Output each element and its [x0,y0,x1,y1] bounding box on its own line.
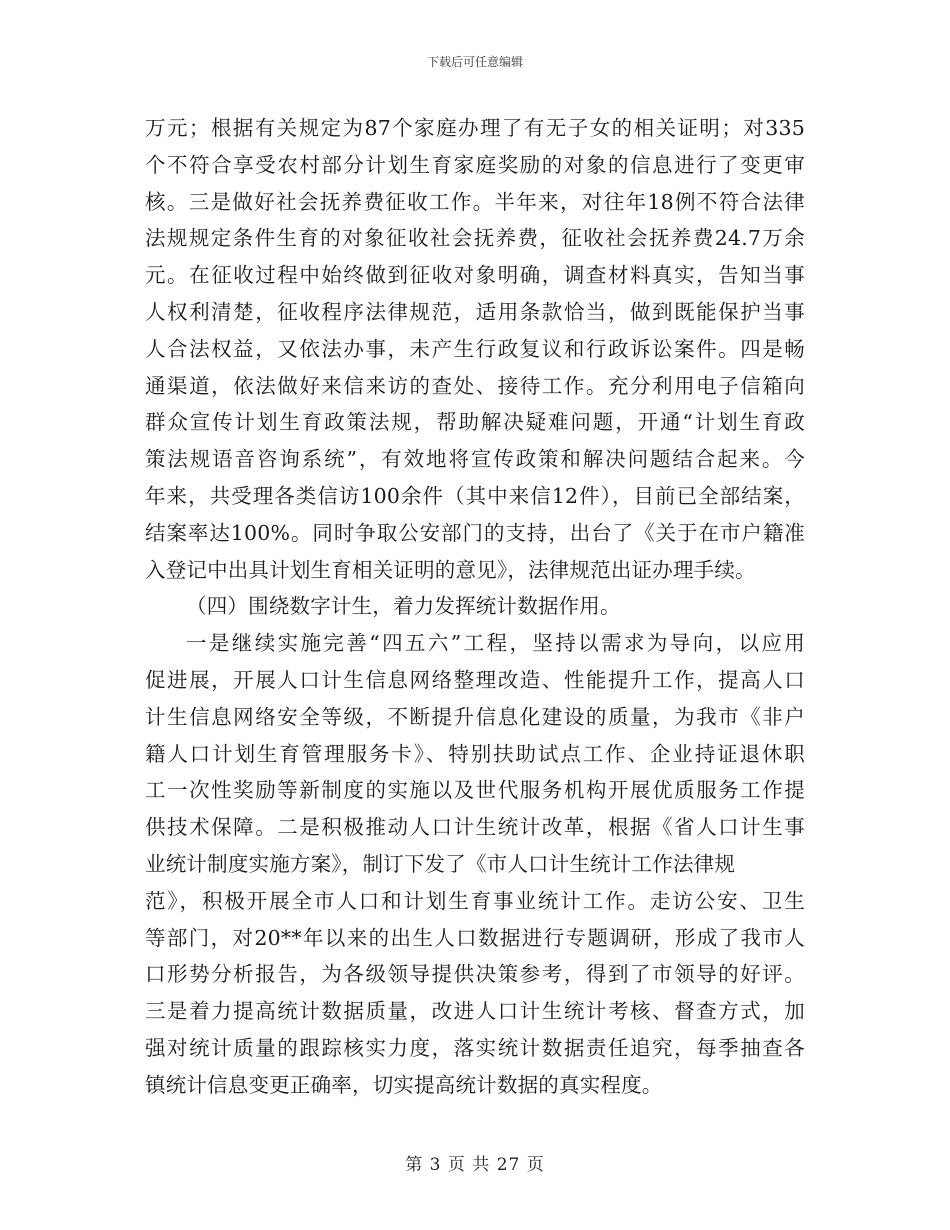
body-line: 个不符合享受农村部分计划生育家庭奖励的对象的信息进行了变更审 [145,152,805,177]
body-line: 万元；根据有关规定为87个家庭办理了有无子女的相关证明；对335 [145,116,805,140]
body-line: 工一次性奖励等新制度的实施以及世代服务机构开展优质服务工作提 [145,778,805,803]
body-line: 年来，共受理各类信访100余件（其中来信12件），目前已全部结案， [145,483,805,508]
body-line: 等部门，对20**年以来的出生人口数据进行专题调研，形成了我市人 [145,925,805,950]
body-line: 口形势分析报告，为各级领导提供决策参考，得到了市领导的好评。 [145,962,805,987]
body-line: 核。三是做好社会抚养费征收工作。半年来，对往年18例不符合法律 [145,189,805,214]
body-line: 促进展，开展人口计生信息网络整理改造、性能提升工作，提高人口 [145,667,805,692]
section-heading: （四）围绕数字计生，着力发挥统计数据作用。 [186,594,621,619]
body-line: 人权利清楚，征收程序法律规范，适用条款恰当，做到既能保护当事 [145,299,805,324]
body-line: 供技术保障。二是积极推动人口计生统计改革，根据《省人口计生事 [145,815,805,840]
document-body [145,110,805,1104]
body-line: 元。在征收过程中始终做到征收对象明确，调查材料真实，告知当事 [145,263,805,288]
body-line: 强对统计质量的跟踪核实力度，落实统计数据责任追究，每季抽查各 [145,1035,805,1060]
body-line: 结案率达100%。同时争取公安部门的支持，出台了《关于在市户籍准 [145,520,805,545]
body-line: 计生信息网络安全等级，不断提升信息化建设的质量，为我市《非户 [145,704,805,729]
body-line: 策法规语音咨询系统”，有效地将宣传政策和解决问题结合起来。今 [145,447,805,472]
body-line: 入登记中出具计划生育相关证明的意见》，法律规范出证办理手续。 [145,557,756,582]
body-line: 法规规定条件生育的对象征收社会抚养费，征收社会抚养费24.7万余 [145,226,805,251]
body-line: 人合法权益，又依法办事，未产生行政复议和行政诉讼案件。四是畅 [145,336,805,361]
body-line: 镇统计信息变更正确率，切实提高统计数据的真实程度。 [145,1072,663,1097]
body-line: 一是继续实施完善“四五六”工程，坚持以需求为导向，以应用 [186,631,805,656]
body-line: 通渠道，依法做好来信来访的查处、接待工作。充分利用电子信箱向 [145,373,805,398]
body-line: 群众宣传计划生育政策法规，帮助解决疑难问题，开通“计划生育政 [145,410,805,435]
body-line: 业统计制度实施方案》，制订下发了《市人口计生统计工作法律规 [145,851,736,876]
body-line: 范》，积极开展全市人口和计划生育事业统计工作。走访公安、卫生 [145,888,805,913]
body-line: 籍人口计划生育管理服务卡》、特别扶助试点工作、企业持证退休职 [145,741,805,766]
body-line: 三是着力提高统计数据质量，改进人口计生统计考核、督查方式，加 [145,999,805,1024]
page-header-note: 下载后可任意编辑 [426,55,523,69]
page-number: 第 3 页 共 27 页 [405,1155,545,1175]
